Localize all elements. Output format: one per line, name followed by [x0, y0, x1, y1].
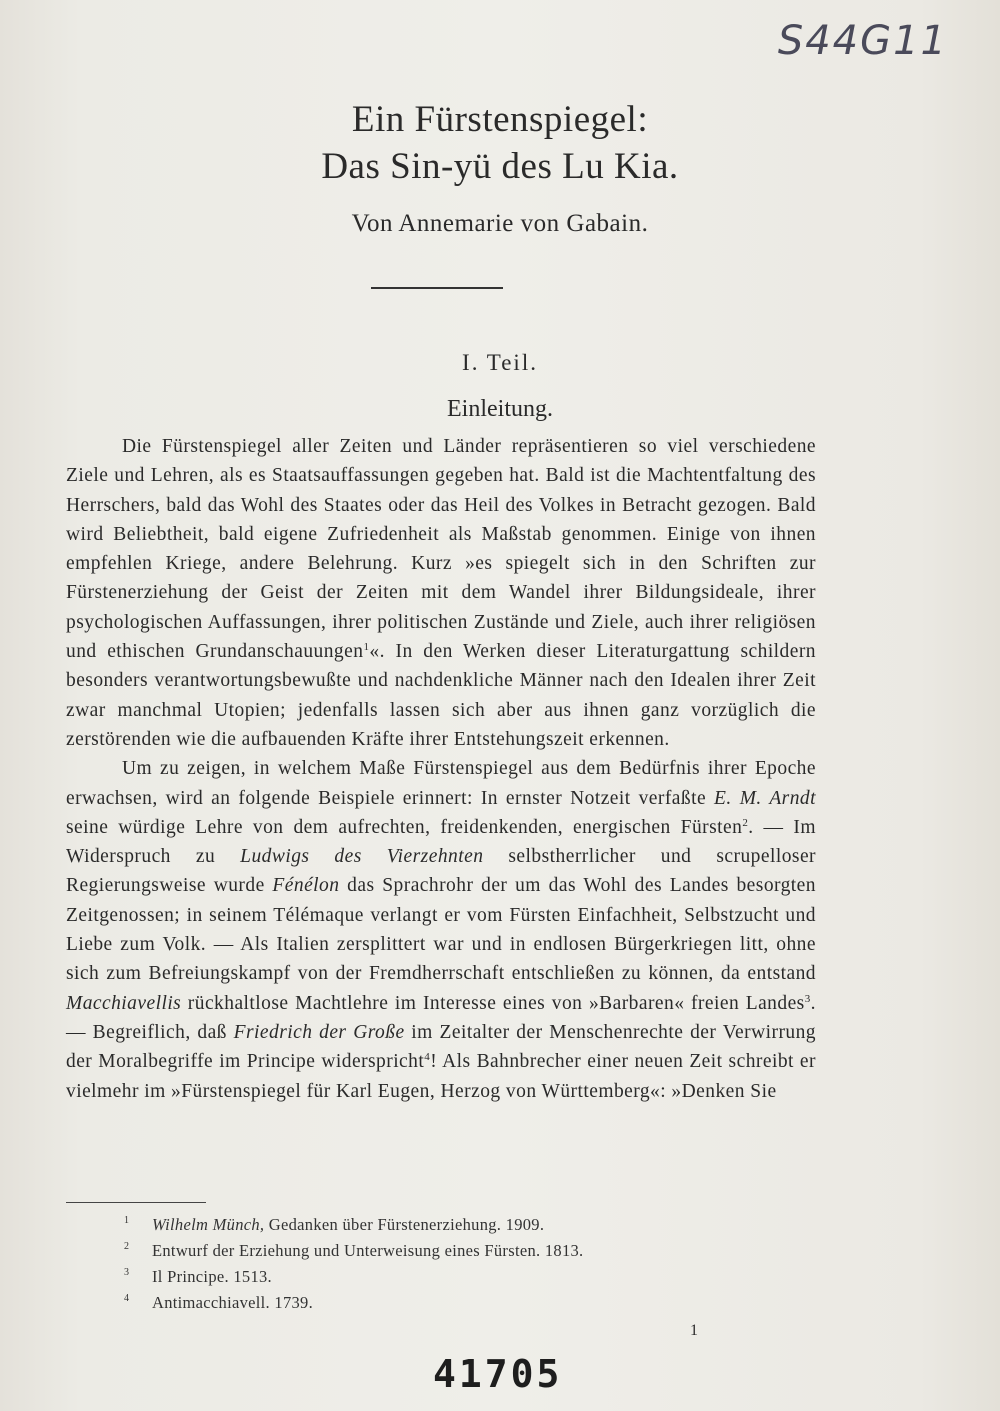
- para2-text-1: Um zu zeigen, in welchem Maße Fürstenspiegel aus dem Bedürfnis ihrer Epoche erwachsen, wird an folgende Beispiele erinnert: In ernster Notzeit verfaßte: [66, 758, 816, 809]
- footnote-divider: [66, 1202, 206, 1203]
- footnote-number: 3: [124, 1267, 130, 1278]
- paragraph-1: [66, 432, 816, 754]
- handwritten-shelfmark: S44G11: [777, 18, 948, 64]
- footnote-text: Gedanken über Fürstenerziehung. 1909.: [264, 1215, 545, 1234]
- page-number: 1: [690, 1322, 698, 1339]
- author-line: Von Annemarie von Gabain.: [351, 210, 649, 237]
- footnote-number: 4: [124, 1293, 130, 1304]
- name-friedrich: Friedrich der Große: [233, 1021, 405, 1043]
- para1-text-1: Die Fürstenspiegel aller Zeiten und Länder repräsentieren so viel verschiedene Ziele und Lehren, als es Staatsauffassungen gegeben hat. Bald ist die Machtentfaltung des Herrschers, bald das Wohl des Staates oder das Heil des Volkes in Betracht gezogen. Bald wird Beliebtheit, bald eigene Zufriedenheit als Maßstab genommen. Einige von ihnen empfehlen Kriege, andere Belehrung. Kurz »es spiegelt sich in den Schriften zur Fürstenerziehung der Geist der Zeiten mit dem Wandel ihrer Bildungsideale, ihrer psychologischen Auffassungen, ihrer politischen Zustände und Ziele, auch ihrer religiösen und ethischen Grundanschauungen: [66, 436, 816, 663]
- body-text: [66, 432, 816, 1106]
- title-line-2: Das Sin-yü des Lu Kia.: [321, 146, 679, 187]
- name-arndt: E. M. Arndt: [714, 787, 816, 809]
- footnote-author: Wilhelm Münch,: [152, 1215, 265, 1234]
- para2-text-5: das Sprachrohr der um das Wohl des Landes besorgten Zeitgenossen; in seinem Télémaque verlangt er vom Fürsten Einfachheit, Selbstzucht und Liebe zum Volk. — Als Italien zersplittert war und in endlosen Bürgerkriegen litt, ohne sich zum Befreiungskampf von der Fremdherrschaft entschließen zu können, da entstand: [66, 875, 816, 985]
- footnote: [126, 1212, 826, 1238]
- part-heading: I. Teil.: [462, 350, 538, 375]
- footnote-number: 1: [124, 1215, 130, 1226]
- para2-text-2: seine würdige Lehre von dem aufrechten, freidenkenden, energischen Fürsten: [66, 816, 743, 838]
- name-macchiavelli: Macchiavellis: [66, 992, 182, 1014]
- section-heading: Einleitung.: [447, 396, 553, 422]
- para2-text-6: rückhaltlose Machtlehre im Interesse eines von »Barbaren« freien Landes: [181, 992, 805, 1014]
- name-fenelon: Fénélon: [272, 875, 340, 897]
- footnote-text: Entwurf der Erziehung und Unterweisung eines Fürsten. 1813.: [152, 1241, 584, 1260]
- footnote-ref-2: 2: [742, 816, 749, 829]
- inventory-stamp-number: 41705: [433, 1352, 563, 1396]
- footnote-ref-3: 3: [804, 992, 811, 1005]
- para2-text-8: im Zeitalter der Menschenrechte der Verwirrung der Moralbegriffe im Principe widerspricht: [66, 1021, 816, 1073]
- footnote-number: 2: [124, 1241, 130, 1252]
- paragraph-2: [66, 754, 816, 1106]
- footnote-ref-4: 4: [424, 1051, 431, 1064]
- footnote: [126, 1264, 826, 1290]
- title-divider: [371, 287, 503, 289]
- para2-text-4: selbstherrlicher und scrupelloser Regierungsweise wurde: [66, 846, 816, 897]
- footnote-text: Antimacchiavell. 1739.: [152, 1293, 314, 1312]
- footnote: [126, 1238, 826, 1264]
- footnote: [126, 1290, 826, 1316]
- para2-text-7: . — Begreiflich, daß: [66, 992, 816, 1043]
- footnote-ref-1: 1: [363, 641, 370, 654]
- title-line-1: Ein Fürstenspiegel:: [351, 99, 649, 140]
- footnote-text: Il Principe. 1513.: [152, 1267, 272, 1286]
- name-ludwig: Ludwigs des Vierzehnten: [240, 846, 484, 868]
- para2-text-3: . — Im Widerspruch zu: [66, 816, 816, 868]
- para1-text-2: «. In den Werken dieser Literaturgattung schildern besonders verantwortungsbewußte und nachdenkliche Männer nach den Idealen ihrer Zeit zwar manchmal Utopien; jedenfalls lassen sich aber aus ihnen ganz vorzüglich die zerstörenden wie die aufbauenden Kräfte ihrer Entstehungszeit erkennen.: [66, 641, 816, 750]
- footnotes: [126, 1212, 826, 1316]
- para2-text-9: ! Als Bahnbrecher einer neuen Zeit schreibt er vielmehr im »Fürstenspiegel für Karl Eugen, Herzog von Württemberg«: »Denken Sie: [66, 1051, 816, 1102]
